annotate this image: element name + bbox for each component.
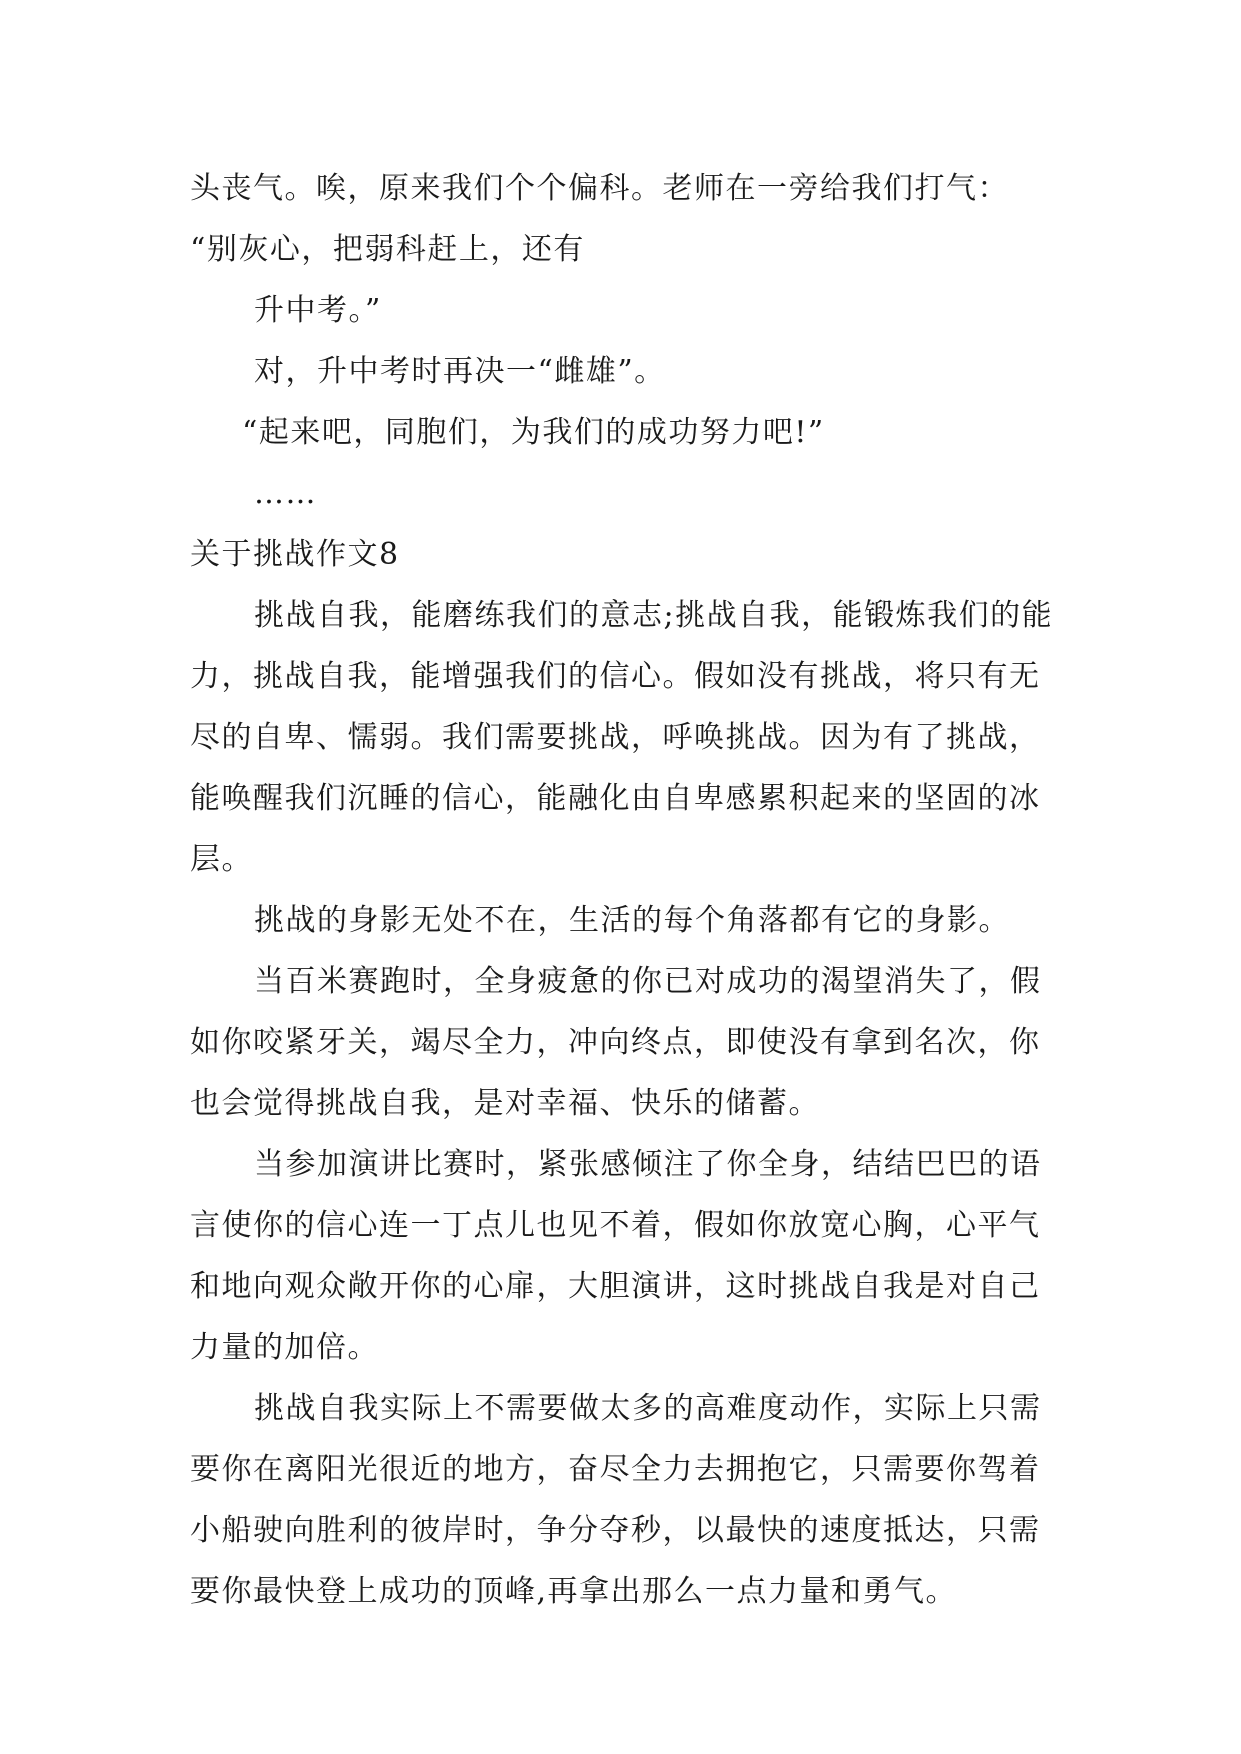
intro-line-1: 头丧气。唉，原来我们个个偏科。老师在一旁给我们打气： — [190, 171, 1009, 206]
paragraph-4: 当参加演讲比赛时，紧张感倾注了你全身，结结巴巴的语言使你的信心连一丁点儿也见不着，假如你放宽心胸，心平气和地向观众敞开你的心扉，大胆演讲，这时挑战自我是对自己力量的加倍。 — [190, 1147, 1042, 1365]
intro-line-2: “别灰心，把弱科赶上，还有 — [190, 232, 585, 267]
intro-ellipsis: …… — [254, 476, 317, 511]
intro-line-3: 升中考。” — [254, 293, 382, 328]
paragraph-5: 挑战自我实际上不需要做太多的高难度动作，实际上只需要你在离阳光很近的地方，奋尽全力去拥抱它，只需要你驾着小船驶向胜利的彼岸时，争分夺秒，以最快的速度抵达，只需要你最快登上成功的顶峰,再拿出那么一点力量和勇气。 — [190, 1391, 1042, 1609]
intro-line-5: “起来吧，同胞们，为我们的成功努力吧!” — [242, 415, 825, 450]
document-body — [190, 158, 1060, 1622]
intro-line-4: 对，升中考时再决一“雌雄”。 — [254, 354, 666, 389]
paragraph-1: 挑战自我，能磨练我们的意志;挑战自我，能锻炼我们的能力，挑战自我，能增强我们的信心。假如没有挑战，将只有无尽的自卑、懦弱。我们需要挑战，呼唤挑战。因为有了挑战，能唤醒我们沉睡的信心，能融化由自卑感累积起来的坚固的冰层。 — [190, 598, 1054, 877]
paragraph-3: 当百米赛跑时，全身疲惫的你已对成功的渴望消失了，假如你咬紧牙关，竭尽全力，冲向终点，即使没有拿到名次，你也会觉得挑战自我，是对幸福、快乐的储蓄。 — [190, 964, 1042, 1121]
section-title: 关于挑战作文8 — [190, 537, 400, 572]
paragraph-2: 挑战的身影无处不在，生活的每个角落都有它的身影。 — [254, 903, 1010, 938]
